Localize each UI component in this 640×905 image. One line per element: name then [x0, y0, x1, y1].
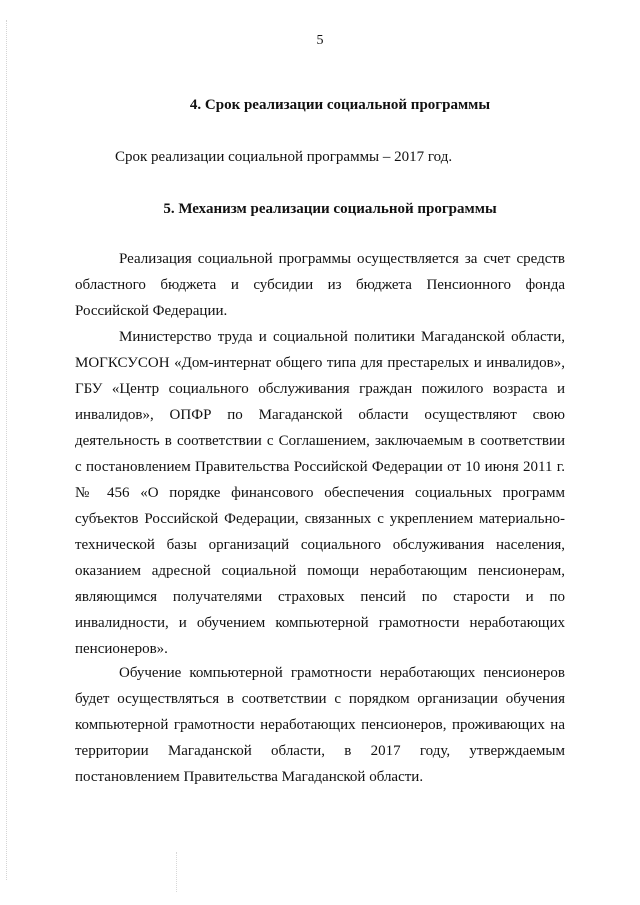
funding-paragraph: Реализация социальной программы осуществляется за счет средств областного бюджета и субсидии из бюджета Пенсионного фонда Российской Федерации. — [75, 251, 565, 319]
scan-artifact-mark — [176, 852, 178, 892]
page-number: 5 — [316, 33, 324, 48]
scan-edge-marks — [6, 20, 8, 880]
section-5-heading: 5. Механизм реализации социальной программы — [163, 201, 497, 217]
section-4-heading: 4. Срок реализации социальной программы — [189, 97, 491, 113]
program-term-text: Срок реализации социальной программы – 2017 год. — [115, 149, 453, 165]
training-paragraph: Обучение компьютерной грамотности неработающих пенсионеров будет осуществляться в соответствии с порядком организации обучения компьютерной грамотности неработающих пенсионеров, проживающих на территории Магаданской области, в 2017 году, утверждаемым постановлением Правительства Магаданской области. — [75, 665, 565, 785]
participants-paragraph: Министерство труда и социальной политики Магаданской области, МОГКСУСОН «Дом-интернат общего типа для престарелых и инвалидов», ГБУ «Центр социального обслуживания граждан пожилого возраста и инвалидов», ОПФР по Магаданской области осуществляют свою деятельность в соответствии с Соглашением, заключаемым в соответствии с постановлением Правительства Российской Федерации от 10 июня 2011 г. № 456 «О порядке финансового обеспечения социальных программ субъектов Российской Федерации, связанных с укреплением материально-технической базы организаций социального обслуживания населения, оказанием адресной социальной помощи неработающим пенсионерам, являющимся получателями страховых пенсий по старости и по инвалидности, и обучением компьютерной грамотности неработающих пенсионеров». — [75, 329, 565, 657]
